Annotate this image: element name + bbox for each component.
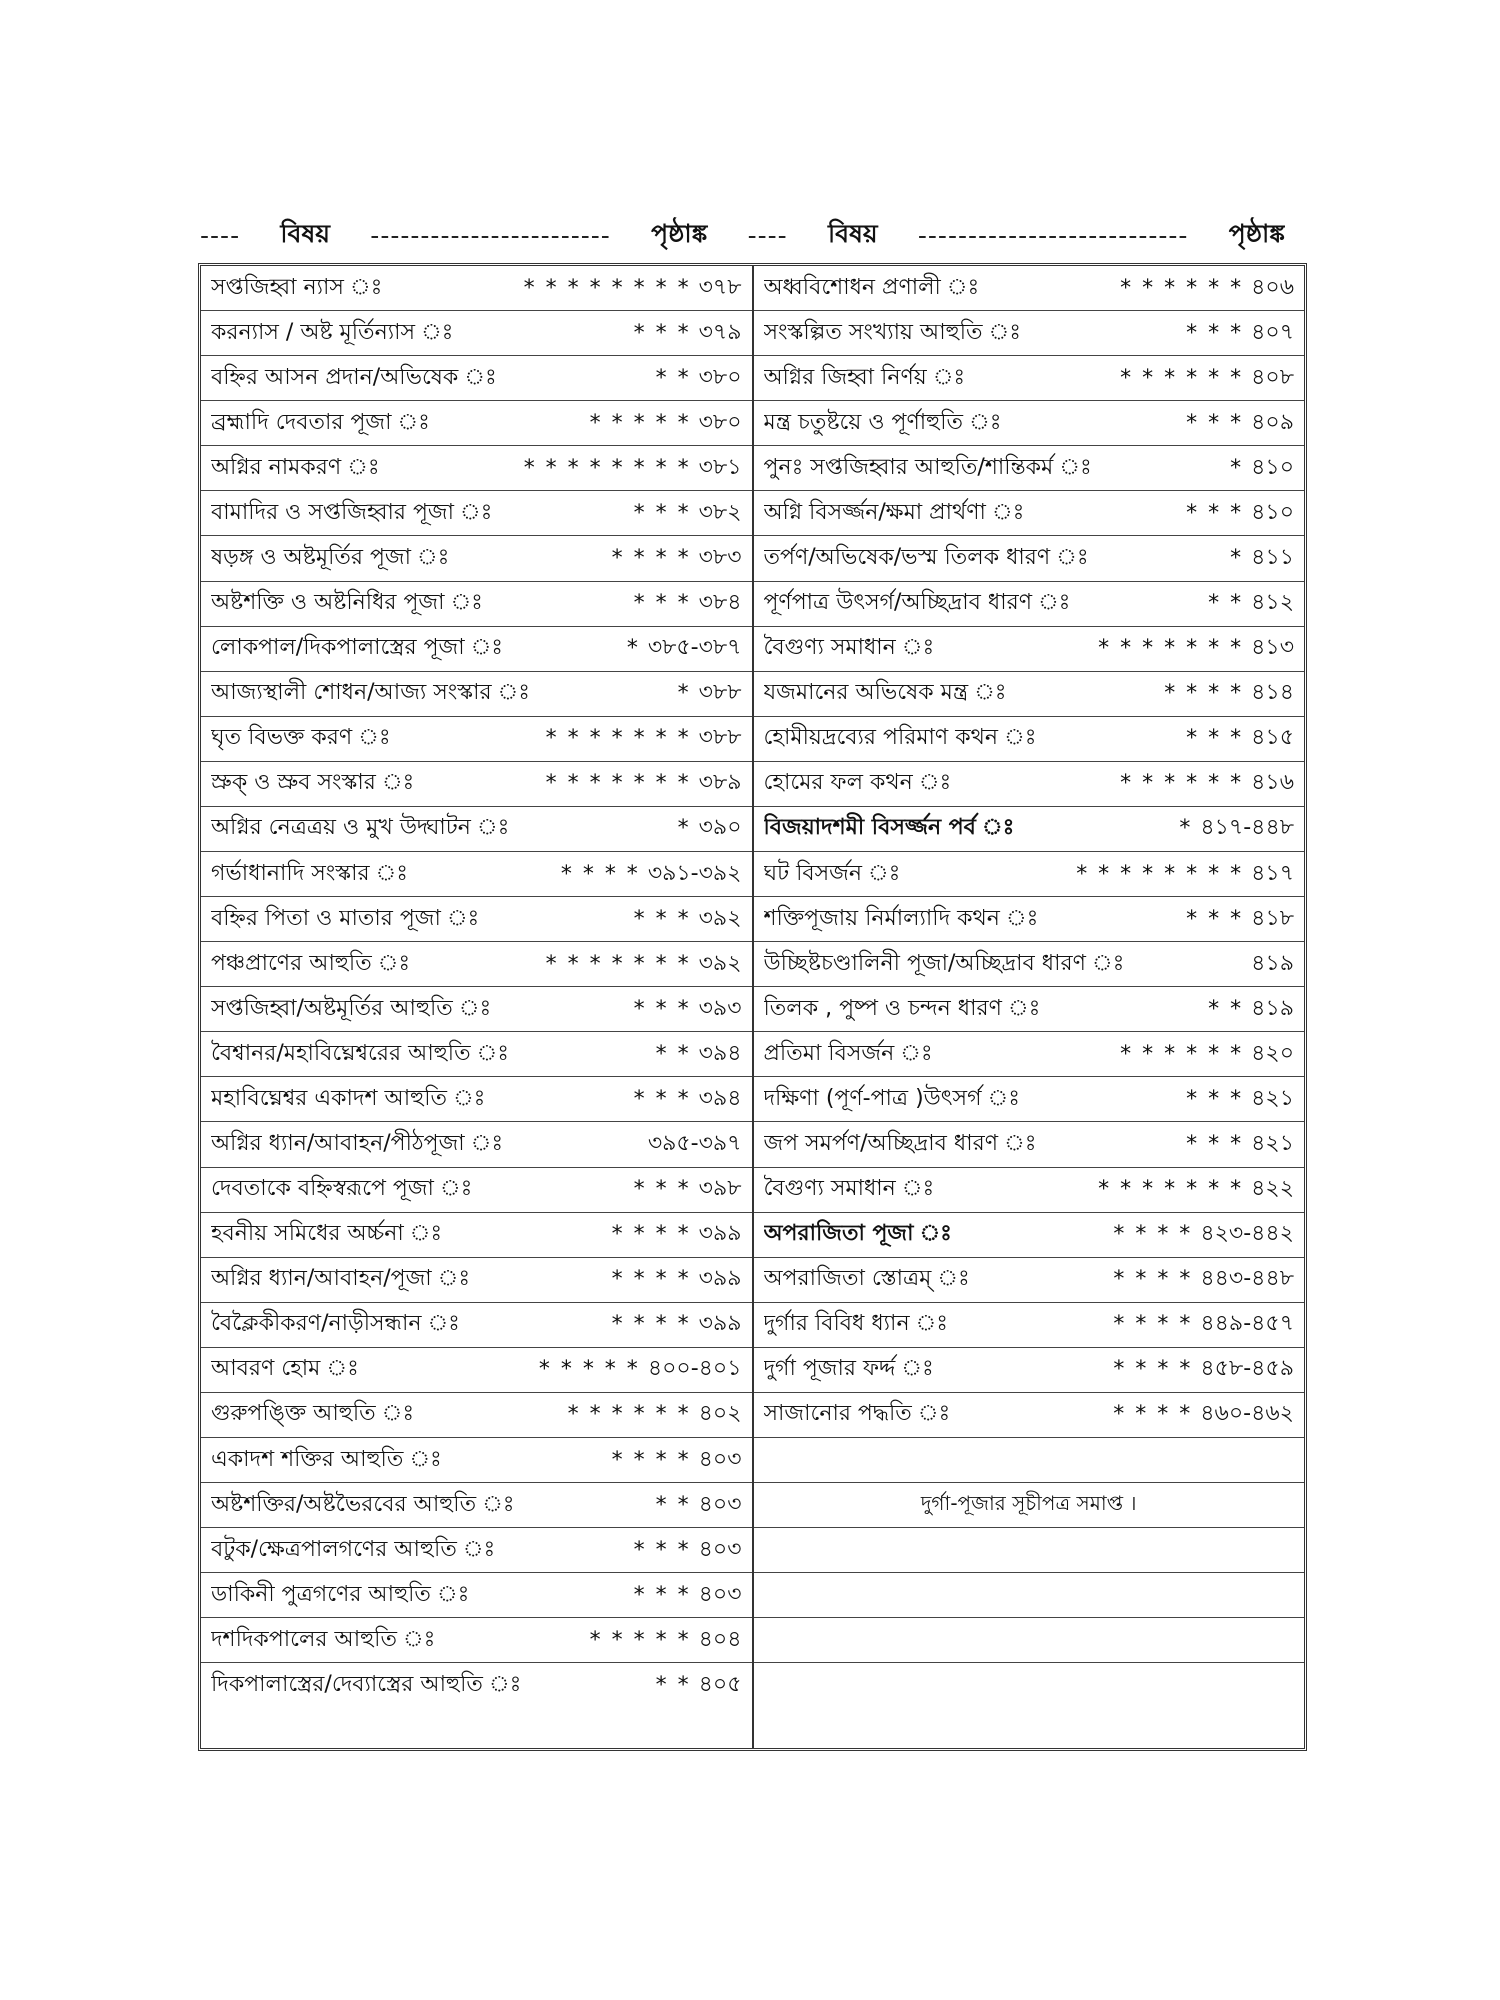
toc-entry-title: বটুক/ক্ষেত্রপালগণের আহুতি ঃ: [211, 1536, 496, 1562]
toc-entry-title: অষ্টশক্তির/অষ্টভৈরবের আহুতি ঃ: [211, 1491, 515, 1517]
toc-entry-title: সপ্তজিহ্বা ন্যাস ঃ: [211, 274, 383, 300]
header-subject-right: বিষয়: [828, 218, 878, 248]
toc-entry-page: ৩৮৫-৩৮৭: [647, 635, 742, 661]
toc-entry-title: দেবতাকে বহ্নিস্বরূপে পূজা ঃ: [211, 1176, 473, 1202]
toc-entry-leader: * * * * * *: [1120, 771, 1244, 797]
toc-entry-title: বহ্নির আসন প্রদান/অভিষেক ঃ: [211, 364, 497, 390]
toc-entry: [201, 536, 752, 581]
toc-end-note: দুর্গা-পূজার সূচীপত্র সমাপ্ত ।: [920, 1490, 1137, 1515]
toc-entry: [201, 1348, 752, 1393]
toc-entry: [754, 1618, 1305, 1663]
toc-entry-page: ৪৬০-৪৬২: [1200, 1401, 1294, 1427]
toc-entry-title: বৈগুণ্য সমাধান ঃ: [763, 635, 935, 661]
toc-entry-page: ৩৮৮: [698, 725, 742, 751]
toc-entry: [754, 1258, 1305, 1303]
toc-entry: [201, 672, 752, 717]
toc-entry: [754, 762, 1305, 807]
toc-entry-leader: * * * *: [1113, 1402, 1193, 1428]
toc-entry-leader: *: [1179, 816, 1193, 842]
toc-entry: [201, 1438, 752, 1483]
toc-entry-leader: * * *: [1186, 1086, 1244, 1112]
toc-entry-title: বামাদির ও সপ্তজিহ্বার পূজা ঃ: [211, 499, 493, 525]
toc-entry-page: ৪০৩: [698, 1491, 742, 1517]
toc-entry: [754, 1213, 1305, 1258]
toc-entry: [754, 491, 1305, 536]
toc-entry: [201, 1483, 752, 1528]
toc-entry: [201, 356, 752, 401]
toc-entry-page: ৪১০: [1251, 499, 1294, 525]
toc-entry-title: দিকপালাস্ত্রের/দেব্যাস্ত্রের আহুতি ঃ: [211, 1672, 522, 1698]
toc-entry-title: দুর্গা পূজার ফর্দ্দ ঃ: [763, 1356, 934, 1382]
toc-entry-title: দুর্গার বিবিধ ধ্যান ঃ: [763, 1311, 948, 1337]
toc-entry: [754, 356, 1305, 401]
toc-entry-title: একাদশ শক্তির আহুতি ঃ: [211, 1446, 442, 1472]
toc-entry-leader: * *: [655, 1673, 691, 1699]
toc-entry: [754, 582, 1305, 627]
toc-entry-page: ৪২১: [1251, 1085, 1294, 1111]
toc-entry-page: ৪৫৮-৪৫৯: [1200, 1356, 1294, 1382]
toc-entry-page: ৩৯৪: [698, 1085, 742, 1111]
toc-entry-title: হোমের ফল কথন ঃ: [763, 770, 952, 796]
toc-entry-leader: * * *: [633, 1086, 691, 1112]
toc-entry-page: ৪০৩: [698, 1446, 742, 1472]
toc-entry: [201, 582, 752, 627]
toc-entry-leader: * * * *: [1164, 681, 1244, 707]
toc-entry: [754, 1573, 1305, 1618]
toc-entry-leader: * * * * * *: [1120, 1041, 1244, 1067]
toc-entry-title: আবরণ হোম ঃ: [211, 1356, 359, 1382]
toc-entry-title: জপ সমর্পণ/অচ্ছিদ্রাব ধারণ ঃ: [763, 1131, 1037, 1157]
toc-entry: [754, 897, 1305, 942]
toc-entry-leader: * * *: [633, 996, 691, 1022]
toc-entry-page: ৩৯৩: [698, 995, 742, 1021]
toc-entry-page: ৪২১: [1251, 1131, 1294, 1157]
toc-entry: [754, 1393, 1305, 1438]
toc-entry-title: অগ্নির নেত্রত্রয় ও মুখ উদ্ঘাটন ঃ: [211, 815, 510, 841]
toc-entry: [754, 1168, 1305, 1213]
toc-entry-page: ৪১৬: [1251, 770, 1294, 796]
toc-entry-page: ৪০৮: [1251, 364, 1294, 390]
toc-entry-title: হোমীয়দ্রব্যের পরিমাণ কথন ঃ: [763, 725, 1037, 751]
toc-entry-page: ৪৪৯-৪৫৭: [1200, 1311, 1294, 1337]
toc-entry-title: বৈক্লৈকীকরণ/নাড়ীসন্ধান ঃ: [211, 1311, 460, 1337]
toc-entry-page: ৪০৩: [698, 1581, 742, 1607]
toc-entry-page: ৪১৯: [1251, 950, 1294, 976]
toc-entry: [754, 536, 1305, 581]
toc-entry-page: ৪০২: [698, 1401, 742, 1427]
toc-entry: [754, 1032, 1305, 1077]
toc-entry-leader: *: [626, 636, 640, 662]
toc-entry-page: ৪৪৩-৪৪৮: [1200, 1266, 1294, 1292]
toc-entry: [754, 446, 1305, 491]
toc-entry-page: ৩৯৪: [698, 1040, 742, 1066]
toc-entry-leader: * * * *: [611, 1312, 691, 1338]
toc-entry-page: ৪০৭: [1251, 319, 1294, 345]
toc-entry: [201, 942, 752, 987]
header-page-right: পৃষ্ঠাঙ্ক: [1228, 218, 1285, 248]
toc-entry-page: ৪২২: [1251, 1176, 1294, 1202]
toc-entry-leader: * * * * * * *: [1098, 1177, 1244, 1203]
toc-entry-page: ৪১৯: [1251, 995, 1294, 1021]
toc-entry-leader: * *: [655, 1492, 691, 1518]
toc-entry-page: ৪১২: [1251, 590, 1294, 616]
toc-entry: [201, 1663, 752, 1708]
toc-column-right: [754, 266, 1305, 1748]
toc-entry-title: উচ্ছিষ্টচণ্ডালিনী পূজা/অচ্ছিদ্রাব ধারণ ঃ: [763, 950, 1125, 976]
toc-entry: [754, 627, 1305, 672]
toc-entry-page: ৩৯৯: [698, 1266, 742, 1292]
toc-entry-title: মন্ত্র চতুষ্টয়ে ও পূর্ণাহুতি ঃ: [763, 409, 1002, 435]
toc-entry-page: ৩৮১: [698, 454, 742, 480]
toc-entry-title: অগ্নির ধ্যান/আবাহন/পূজা ঃ: [211, 1266, 471, 1292]
toc-entry: [754, 401, 1305, 446]
toc-entry-title: আজ্যস্থালী শোধন/আজ্য সংস্কার ঃ: [211, 680, 531, 706]
toc-entry-title: পঞ্চপ্রাণের আহুতি ঃ: [211, 950, 411, 976]
toc-entry-title: অধ্ববিশোধন প্রণালী ঃ: [763, 274, 980, 300]
toc-entry-page: ৪১৪: [1251, 680, 1294, 706]
toc-entry-leader: * * *: [1186, 320, 1244, 346]
toc-entry-page: ৪০৯: [1251, 409, 1294, 435]
toc-entry-title: যজমানের অভিষেক মন্ত্র ঃ: [763, 680, 1007, 706]
toc-entry: [201, 1258, 752, 1303]
toc-entry-page: ৪১৭: [1251, 860, 1294, 886]
toc-entry-page: ৩৮২: [698, 499, 742, 525]
toc-entry-leader: * * *: [633, 1537, 691, 1563]
toc-entry-leader: * * * * * * *: [545, 951, 691, 977]
toc-entry-title: অপরাজিতা পূজা ঃ: [763, 1221, 952, 1247]
toc-entry-page: ৩৮৪: [698, 590, 742, 616]
toc-entry-page: ৩৯১-৩৯২: [647, 860, 742, 886]
toc-entry-title: গুরুপঙ্ক্তি আহুতি ঃ: [211, 1401, 415, 1427]
toc-entry-title: সাজানোর পদ্ধতি ঃ: [763, 1401, 951, 1427]
toc-entry-page: ৩৮০: [698, 409, 742, 435]
toc-entry: [201, 1528, 752, 1573]
toc-entry-title: সপ্তজিহ্বা/অষ্টমূর্তির আহুতি ঃ: [211, 995, 492, 1021]
toc-entry-leader: * * * * * * *: [1098, 636, 1244, 662]
toc-entry: [201, 897, 752, 942]
header-page-left: পৃষ্ঠাঙ্ক: [651, 218, 708, 248]
toc-entry-page: ৩৯৯: [698, 1221, 742, 1247]
toc-entry-leader: * * * * * *: [1120, 275, 1244, 301]
toc-entry: [754, 717, 1305, 762]
header-dash: ---------------------------: [917, 220, 1189, 250]
toc-entry: [201, 266, 752, 311]
toc-entry-leader: *: [677, 816, 691, 842]
toc-entry-leader: * * *: [1186, 410, 1244, 436]
toc-entry-title: বিজয়াদশমী বিসর্জ্জন পর্ব ঃ: [763, 815, 1015, 841]
toc-entry: [754, 1077, 1305, 1122]
toc-entry-leader: * * * *: [1113, 1312, 1193, 1338]
toc-entry-title: অষ্টশক্তি ও অষ্টনিধির পূজা ঃ: [211, 590, 483, 616]
toc-entry-leader: * * *: [1186, 1132, 1244, 1158]
toc-entry-title: সংস্কল্পিত সংখ্যায় আহুতি ঃ: [763, 319, 1021, 345]
toc-entry-leader: * * * * * * * *: [1076, 861, 1244, 887]
toc-entry-page: ৪১১: [1251, 545, 1294, 570]
toc-table: [198, 263, 1307, 1751]
toc-entry: [754, 852, 1305, 897]
toc-entry-leader: * * *: [633, 906, 691, 932]
toc-entry-page: ৪২০: [1251, 1040, 1294, 1066]
toc-entry: [754, 266, 1305, 311]
toc-entry-page: ৩৯০: [698, 815, 742, 841]
toc-header: [200, 210, 1285, 260]
toc-entry: [754, 1483, 1305, 1528]
toc-entry-title: অগ্নির জিহ্বা নির্ণয় ঃ: [763, 364, 966, 390]
toc-entry-page: ৪০৪: [698, 1626, 742, 1652]
header-dash: ----: [747, 220, 788, 250]
toc-entry-leader: *: [1230, 546, 1244, 571]
toc-entry: [201, 1122, 752, 1167]
toc-entry-leader: * * * * * *: [1120, 365, 1244, 391]
toc-entry-title: তর্পণ/অভিষেক/ভস্ম তিলক ধারণ ঃ: [763, 545, 1089, 570]
toc-entry: [201, 762, 752, 807]
toc-entry-leader: * * * *: [611, 1222, 691, 1248]
toc-entry: [201, 491, 752, 536]
toc-entry: [201, 852, 752, 897]
toc-entry-page: ৪০৩: [698, 1536, 742, 1562]
header-dash: ----: [200, 220, 241, 250]
toc-entry: [754, 987, 1305, 1032]
toc-entry-leader: * * * *: [1113, 1357, 1193, 1383]
toc-entry-title: বৈগুণ্য সমাধান ঃ: [763, 1176, 935, 1202]
toc-entry-leader: * * * *: [560, 861, 640, 887]
toc-entry-leader: *: [1230, 455, 1244, 481]
toc-entry: [201, 1168, 752, 1213]
toc-entry: [201, 1077, 752, 1122]
toc-entry-leader: * * * * * * *: [545, 726, 691, 752]
toc-entry-title: দক্ষিণা (পূর্ণ-পাত্র )উৎসর্গ ঃ: [763, 1085, 1020, 1111]
toc-entry: [754, 1122, 1305, 1167]
toc-entry-title: পুনঃ সপ্তজিহ্বার আহুতি/শান্তিকর্ম ঃ: [763, 454, 1092, 480]
toc-entry-page: ৪১৭-৪৪৮: [1200, 815, 1294, 841]
toc-entry-title: পূর্ণপাত্র উৎসর্গ/অচ্ছিদ্রাব ধারণ ঃ: [763, 590, 1071, 616]
toc-entry-page: ৩৮০: [698, 364, 742, 390]
toc-entry-page: ৪০৫: [698, 1672, 742, 1698]
toc-entry-leader: * * *: [633, 500, 691, 526]
toc-entry: [754, 1438, 1305, 1483]
toc-entry-page: ৩৭৯: [698, 319, 742, 345]
toc-entry-leader: * * *: [1186, 906, 1244, 932]
toc-entry-page: ৪২৩-৪৪২: [1200, 1221, 1294, 1247]
toc-entry-title: ডাকিনী পুত্রগণের আহুতি ঃ: [211, 1581, 470, 1607]
toc-entry: [201, 1618, 752, 1663]
toc-entry: [201, 311, 752, 356]
toc-entry-leader: * * * * *: [589, 1627, 691, 1653]
toc-entry-page: ৩৮৮: [698, 680, 742, 706]
toc-entry: [201, 807, 752, 852]
toc-entry-title: মহাবিঘ্নেশ্বর একাদশ আহুতি ঃ: [211, 1085, 486, 1111]
toc-entry-leader: * * *: [1186, 726, 1244, 752]
toc-entry-title: অগ্নি বিসর্জ্জন/ক্ষমা প্রার্থণা ঃ: [763, 499, 1025, 525]
toc-column-left: [201, 266, 754, 1748]
toc-entry-page: ৩৭৮: [698, 274, 742, 300]
toc-entry-page: ৪১৫: [1251, 725, 1294, 751]
toc-entry-page: ৩৯৫-৩৯৭: [647, 1131, 742, 1157]
toc-entry-leader: * * *: [633, 591, 691, 617]
toc-entry: [201, 1213, 752, 1258]
toc-entry-title: বৈশ্বানর/মহাবিঘ্নেশ্বরের আহুতি ঃ: [211, 1040, 510, 1066]
toc-entry-leader: * * * *: [611, 546, 691, 571]
toc-entry: [201, 1393, 752, 1438]
toc-entry-title: অগ্নির নামকরণ ঃ: [211, 454, 380, 480]
toc-entry-page: ৩৯২: [698, 905, 742, 931]
toc-entry-title: বহ্নির পিতা ও মাতার পূজা ঃ: [211, 905, 480, 931]
toc-entry: [754, 1348, 1305, 1393]
toc-entry-leader: * *: [1208, 591, 1244, 617]
toc-entry-title: তিলক , পুষ্প ও চন্দন ধারণ ঃ: [763, 995, 1041, 1021]
toc-entry-page: ৩৯৮: [698, 1176, 742, 1202]
toc-entry: [754, 1303, 1305, 1348]
toc-entry-title: করন্যাস / অষ্ট মূর্তিন্যাস ঃ: [211, 319, 454, 345]
toc-entry-title: ঘৃত বিভক্ত করণ ঃ: [211, 725, 391, 751]
toc-entry-leader: * * * *: [1113, 1222, 1193, 1248]
toc-entry: [754, 807, 1305, 852]
toc-entry-title: প্রতিমা বিসর্জন ঃ: [763, 1040, 933, 1066]
toc-entry: [201, 1303, 752, 1348]
toc-entry-title: হবনীয় সমিধের অর্চ্চনা ঃ: [211, 1221, 443, 1247]
toc-entry-page: ৪০৬: [1251, 274, 1294, 300]
toc-entry-leader: * * * *: [611, 1267, 691, 1293]
toc-entry-title: গর্ভাধানাদি সংস্কার ঃ: [211, 860, 409, 886]
toc-entry: [754, 1663, 1305, 1708]
toc-entry-leader: * * *: [1186, 500, 1244, 526]
toc-entry-page: ৪০০-৪০১: [647, 1356, 742, 1382]
toc-entry-page: ৪১৮: [1251, 905, 1294, 931]
toc-entry-title: ঘট বিসর্জন ঃ: [763, 860, 901, 886]
toc-entry: [201, 987, 752, 1032]
toc-entry-title: দশদিকপালের আহুতি ঃ: [211, 1626, 436, 1652]
toc-entry: [201, 1032, 752, 1077]
toc-entry: [201, 717, 752, 762]
toc-entry-title: লোকপাল/দিকপালাস্ত্রের পূজা ঃ: [211, 635, 504, 661]
toc-entry-leader: * *: [655, 1041, 691, 1067]
toc-entry-leader: * * * *: [611, 1447, 691, 1473]
toc-entry-leader: * * * * * * * *: [523, 275, 691, 301]
toc-entry-title: স্রুক্ ও স্রুব সংস্কার ঃ: [211, 770, 415, 796]
toc-entry-title: অগ্নির ধ্যান/আবাহন/পীঠপূজা ঃ: [211, 1131, 504, 1157]
toc-entry-page: ৩৮৩: [698, 545, 742, 570]
toc-entry-leader: * * * * *: [589, 410, 691, 436]
toc-entry-leader: * * *: [633, 1177, 691, 1203]
toc-entry-leader: * * *: [633, 320, 691, 346]
toc-entry: [754, 672, 1305, 717]
toc-entry-leader: * *: [1208, 996, 1244, 1022]
toc-entry-page: ৩৯২: [698, 950, 742, 976]
toc-entry: [201, 1573, 752, 1618]
toc-entry-leader: *: [677, 681, 691, 707]
header-dash: ------------------------: [370, 220, 611, 250]
toc-entry: [754, 311, 1305, 356]
toc-entry: [201, 627, 752, 672]
toc-entry-page: ৩৯৯: [698, 1311, 742, 1337]
toc-entry: [201, 401, 752, 446]
toc-entry-page: ৪১৩: [1251, 635, 1294, 661]
toc-entry-page: ৩৮৯: [698, 770, 742, 796]
toc-entry-title: শক্তিপূজায় নির্মাল্যাদি কথন ঃ: [763, 905, 1039, 931]
toc-entry-leader: * * *: [633, 1582, 691, 1608]
toc-entry-leader: * * * * * * *: [545, 771, 691, 797]
toc-entry: [754, 942, 1305, 987]
toc-entry: [201, 446, 752, 491]
toc-entry-title: ব্রহ্মাদি দেবতার পূজা ঃ: [211, 409, 430, 435]
toc-entry-title: অপরাজিতা স্তোত্রম্ ঃ: [763, 1266, 970, 1292]
toc-entry-page: ৪১০: [1251, 454, 1294, 480]
toc-entry: [754, 1528, 1305, 1573]
toc-entry-leader: * * * *: [1113, 1267, 1193, 1293]
toc-entry-leader: * * * * *: [538, 1357, 640, 1383]
toc-entry-title: ষড়ঙ্গ ও অষ্টমূর্তির পূজা ঃ: [211, 545, 450, 570]
toc-entry-leader: * * * * * * * *: [523, 455, 691, 481]
header-subject-left: বিষয়: [280, 218, 330, 248]
toc-entry-leader: * *: [655, 365, 691, 391]
toc-entry-leader: * * * * * *: [567, 1402, 691, 1428]
